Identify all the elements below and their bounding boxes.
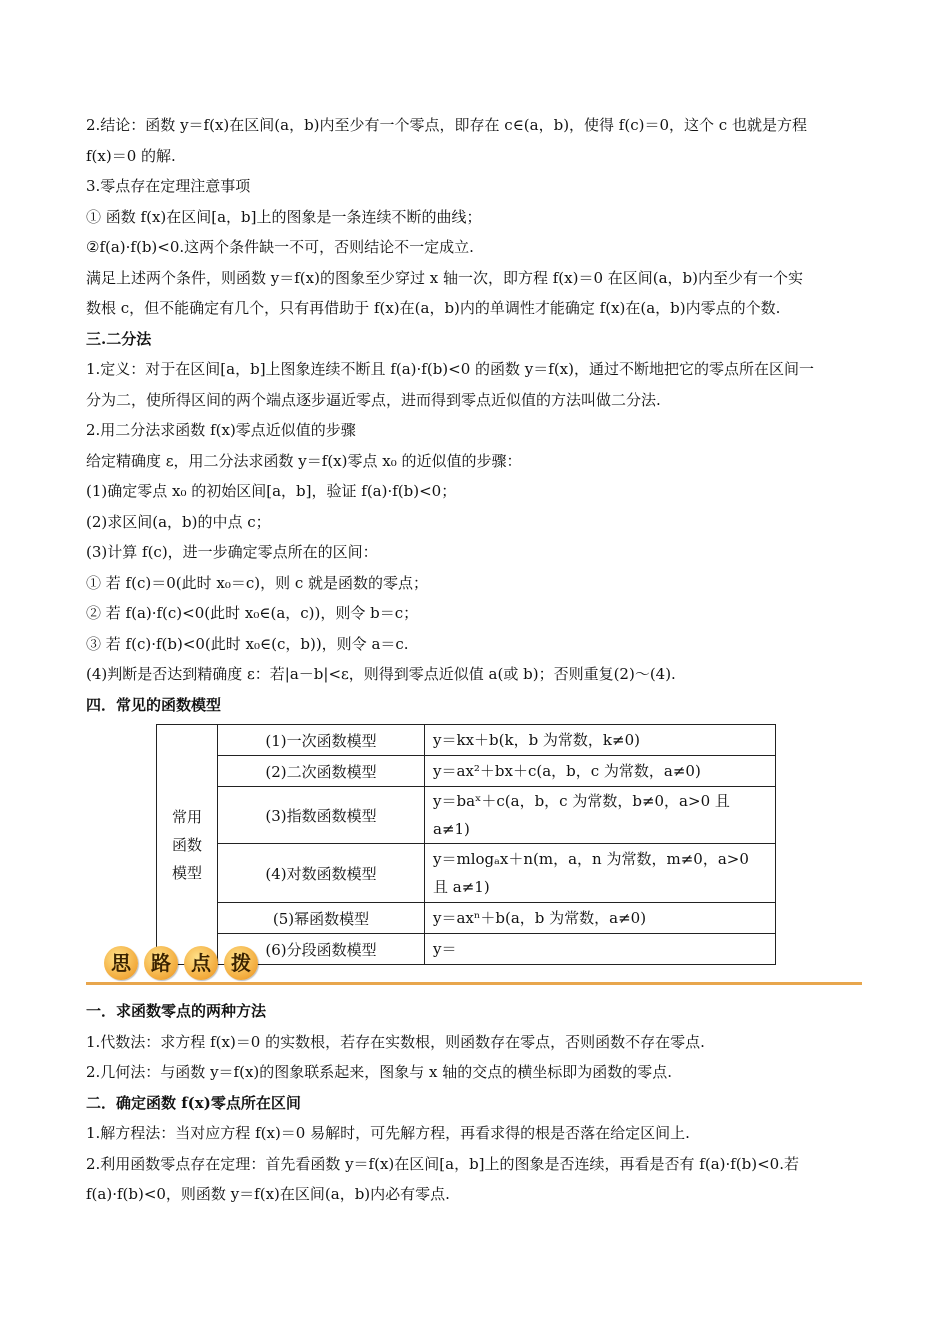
- tips-banner: [86, 940, 862, 988]
- model-name: (4)对数函数模型: [218, 844, 425, 903]
- text-line: 给定精确度 ε，用二分法求函数 y＝f(x)零点 x₀ 的近似值的步骤：: [86, 451, 522, 470]
- function-models-table: [156, 724, 776, 965]
- table-row: [157, 787, 776, 844]
- text-line: 1.代数法：求方程 f(x)＝0 的实数根，若存在实数根，则函数存在零点，否则函数不存在零点.: [86, 1032, 705, 1051]
- text-line: 分为二，使所得区间的两个端点逐步逼近零点，进而得到零点近似值的方法叫做二分法.: [86, 390, 661, 409]
- text-line: 2.结论：函数 y＝f(x)在区间(a，b)内至少有一个零点，即存在 c∈(a，b)，使得 f(c)＝0，这个 c 也就是方程: [86, 116, 807, 134]
- text-line: ②f(a)·f(b)<0.这两个条件缺一不可，否则结论不一定成立.: [86, 238, 474, 256]
- model-formula: y＝axⁿ＋b(a，b 为常数，a≠0): [425, 903, 776, 934]
- table-row: [157, 903, 776, 934]
- text-line: 3.零点存在定理注意事项: [86, 177, 251, 195]
- text-line: 2.几何法：与函数 y＝f(x)的图象联系起来，图象与 x 轴的交点的横坐标即为函数的零点.: [86, 1063, 673, 1081]
- banner-char: 点: [184, 946, 218, 980]
- model-formula: y＝mlogₐx＋n(m，a，n 为常数，m≠0，a>0 且 a≠1): [425, 844, 776, 903]
- text-line: (1)确定零点 x₀ 的初始区间[a，b]，验证 f(a)·f(b)<0；: [86, 482, 457, 500]
- banner-char: 拨: [224, 946, 258, 980]
- section-heading-bisection: 三.二分法: [86, 329, 152, 348]
- tips-heading-interval: 二．确定函数 f(x)零点所在区间: [86, 1093, 301, 1112]
- text-line: 1.定义：对于在区间[a，b]上图象连续不断且 f(a)·f(b)<0 的函数 y＝f(x)，通过不断地把它的零点所在区间一: [86, 360, 814, 378]
- category-text: 函数: [171, 835, 202, 854]
- model-formula: y＝kx＋b(k，b 为常数，k≠0): [425, 725, 776, 756]
- category-text: 模型: [171, 863, 202, 882]
- model-formula: y＝ax²＋bx＋c(a，b，c 为常数，a≠0): [425, 756, 776, 787]
- text-line: ① 函数 f(x)在区间[a，b]上的图象是一条连续不断的曲线；: [86, 207, 482, 226]
- text-line: ② 若 f(a)·f(c)<0(此时 x₀∈(a，c))，则令 b＝c；: [86, 604, 419, 622]
- category-cell: [157, 725, 218, 965]
- banner-char: 思: [104, 946, 138, 980]
- text-line: (2)求区间(a，b)的中点 c；: [86, 512, 271, 531]
- model-name: (3)指数函数模型: [218, 787, 425, 844]
- banner-rule: [86, 982, 862, 985]
- tips-section: [86, 996, 866, 1210]
- text-line: 数根 c，但不能确定有几个，只有再借助于 f(x)在(a，b)内的单调性才能确定 f(x)在(a，b)内零点的个数.: [86, 299, 781, 317]
- text-line: f(x)＝0 的解.: [86, 146, 176, 165]
- model-formula: y＝: [425, 934, 776, 965]
- table-row: [157, 725, 776, 756]
- table-row: [157, 756, 776, 787]
- banner-char: 路: [144, 946, 178, 980]
- model-name: (5)幂函数模型: [218, 903, 425, 934]
- model-name: (6)分段函数模型: [218, 934, 425, 965]
- model-name: (1)一次函数模型: [218, 725, 425, 756]
- text-line: 1.解方程法：当对应方程 f(x)＝0 易解时，可先解方程，再看求得的根是否落在给定区间上.: [86, 1124, 690, 1142]
- model-formula: y＝baˣ＋c(a，b，c 为常数，b≠0，a>0 且 a≠1): [425, 787, 776, 844]
- section-heading-models: 四．常见的函数模型: [86, 695, 222, 714]
- table-row: [157, 844, 776, 903]
- text-line: f(a)·f(b)<0，则函数 y＝f(x)在区间(a，b)内必有零点.: [86, 1185, 450, 1203]
- text-line: (3)计算 f(c)，进一步确定零点所在的区间：: [86, 543, 378, 561]
- text-line: 满足上述两个条件，则函数 y＝f(x)的图象至少穿过 x 轴一次，即方程 f(x)＝0 在区间(a，b)内至少有一个实: [86, 268, 804, 287]
- text-line: ① 若 f(c)＝0(此时 x₀＝c)，则 c 就是函数的零点；: [86, 573, 429, 592]
- text-line: (4)判断是否达到精确度 ε：若|a－b|<ε，则得到零点近似值 a(或 b)；否则重复(2)～(4).: [86, 665, 676, 683]
- text-line: 2.用二分法求函数 f(x)零点近似值的步骤: [86, 421, 356, 439]
- document-body: [86, 110, 866, 720]
- category-text: 常用: [171, 807, 202, 826]
- text-line: ③ 若 f(c)·f(b)<0(此时 x₀∈(c，b))，则令 a＝c.: [86, 634, 409, 653]
- model-name: (2)二次函数模型: [218, 756, 425, 787]
- text-line: 2.利用函数零点存在定理：首先看函数 y＝f(x)在区间[a，b]上的图象是否连续，再看是否有 f(a)·f(b)<0.若: [86, 1154, 799, 1173]
- tips-heading-zero-methods: 一．求函数零点的两种方法: [86, 1002, 267, 1020]
